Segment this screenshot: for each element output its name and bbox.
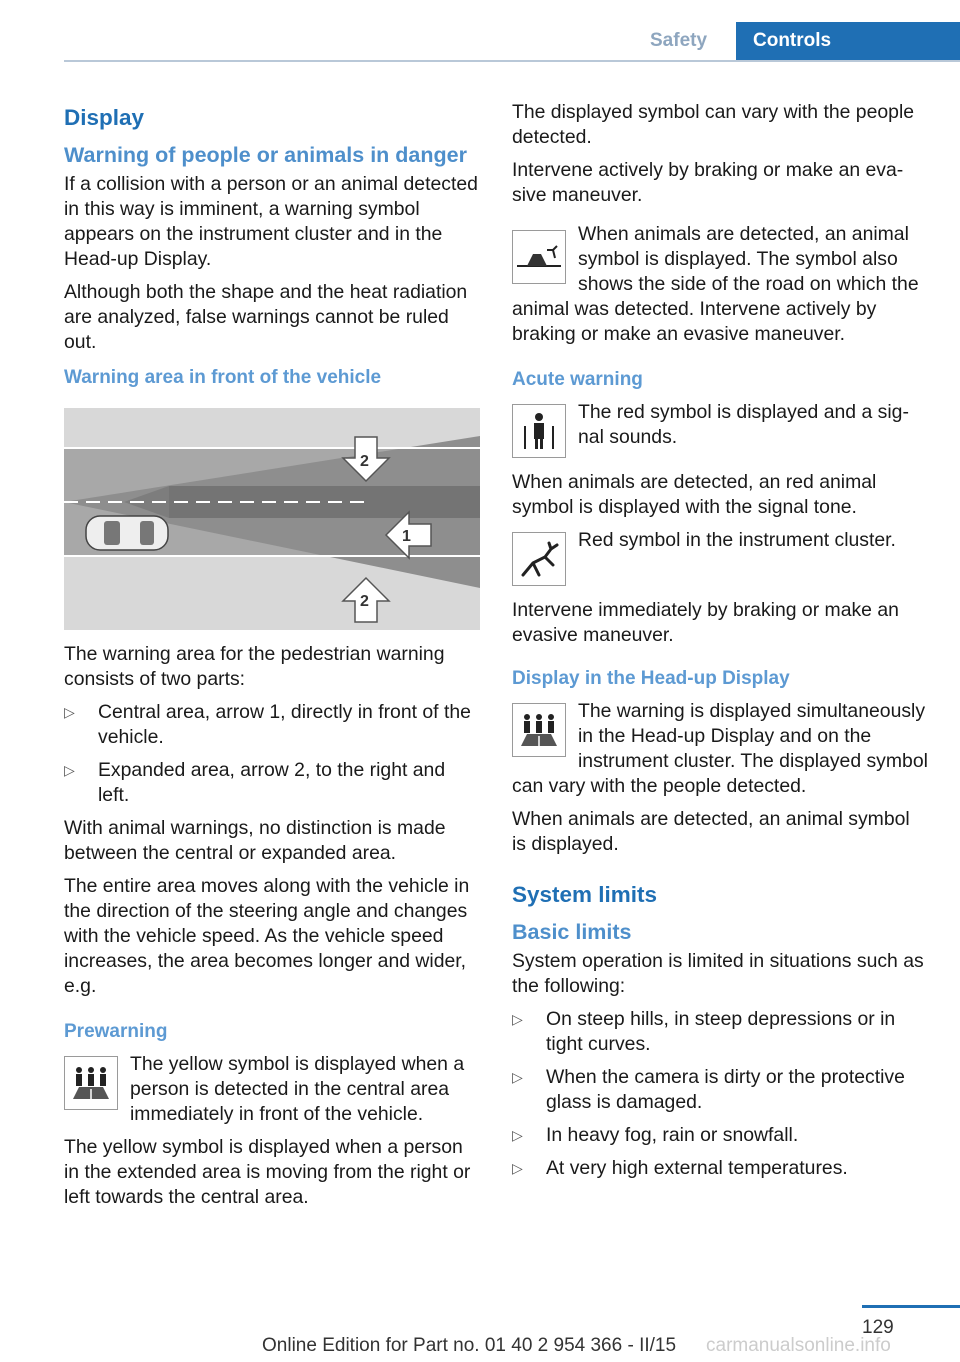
right-column: [512, 100, 928, 1189]
list-item: ▷ Expanded area, arrow 2, to the right and left.: [64, 759, 446, 806]
paragraph: The yellow symbol is displayed when a person is detected in the central area immediately in front of the vehicle.: [130, 1053, 465, 1125]
paragraph: If a collision with a person or an animal detected in this way is imminent, a warning symbol appears on the instrument cluster and in the Head-up Display.: [64, 173, 478, 270]
left-column: [64, 100, 480, 1218]
header-chapter-tab: Controls: [736, 22, 960, 62]
paragraph: The red symbol is displayed and a signal sounds.: [578, 401, 909, 448]
paragraph: When animals are detected, an red animal symbol is displayed with the signal tone.: [512, 471, 877, 518]
subsection-title-warning: Warning of people or animals in danger: [64, 143, 467, 167]
bullet-icon: ▷: [512, 1011, 523, 1027]
header-rule: [64, 60, 960, 62]
arrow-1-label: 1: [402, 528, 411, 545]
heading-warning-area: Warning area in front of the vehicle: [64, 367, 382, 388]
bullet-icon: ▷: [512, 1160, 523, 1176]
arrow-2-top-label: 2: [360, 453, 369, 470]
paragraph: System operation is limited in situations such as the following:: [512, 950, 924, 997]
prewarning-symbol-row: [64, 1052, 480, 1127]
heading-hud-display: Display in the Head-up Display: [512, 668, 790, 689]
list-item: ▷ Central area, arrow 1, directly in front of the vehicle.: [64, 701, 471, 748]
paragraph: The displayed symbol can vary with the people detected.: [512, 101, 915, 148]
warning-area-figure: [64, 408, 480, 630]
car-icon: [86, 516, 168, 550]
footer-edition: Online Edition for Part no. 01 40 2 954 366 - II/15: [262, 1335, 677, 1356]
arrow-2-bottom-label: 2: [360, 593, 369, 610]
paragraph: Although both the shape and the heat radiation are analyzed, false warnings cannot be ruled out.: [64, 281, 468, 353]
paragraph: Intervene immediately by braking or make an evasive maneuver.: [512, 599, 899, 646]
list-item: ▷ At very high external temperatures.: [512, 1157, 848, 1179]
watermark: carmanualsonline.info: [706, 1335, 891, 1356]
acute-symbol-row: [512, 400, 928, 462]
deer-icon: [512, 532, 566, 586]
heading-prewarning: Prewarning: [64, 1021, 168, 1042]
section-title-display: Display: [64, 105, 145, 130]
heading-acute-warning: Acute warning: [512, 369, 643, 390]
paragraph: When animals are detected, an animal symbol is displayed. The symbol also shows the side of the road on which the animal was detected. Intervene actively by braking or make an evasive maneuver.: [512, 223, 919, 345]
bullet-icon: ▷: [64, 762, 75, 778]
hud-symbol-row: [512, 699, 928, 799]
section-title-system-limits: System limits: [512, 882, 658, 907]
warning-area-diagram: [64, 408, 480, 630]
people-warning-icon: [64, 1056, 118, 1110]
animal-symbol-row: [512, 222, 928, 347]
people-warning-icon: [512, 703, 566, 757]
paragraph: The entire area moves along with the vehicle in the direction of the steering angle and changes with the vehicle speed. As the vehicle speed increases, the area becomes longer and wider, e.g.: [64, 875, 470, 997]
paragraph: The warning area for the pedestrian warning consists of two parts:: [64, 643, 445, 690]
footer-rule: [862, 1305, 960, 1308]
list-item: ▷ On steep hills, in steep depressions or in tight curves.: [512, 1008, 896, 1055]
limits-list: [512, 1007, 928, 1181]
paragraph: The warning is displayed simultaneously in the Head-up Display and on the instrument cluster. The displayed symbol can vary with the people detected.: [512, 700, 928, 797]
person-warning-icon: [512, 404, 566, 458]
bullet-icon: ▷: [64, 704, 75, 720]
red-animal-symbol-row: [512, 528, 928, 590]
list-item: ▷ In heavy fog, rain or snowfall.: [512, 1124, 799, 1146]
animal-road-icon: [512, 230, 566, 284]
paragraph: The yellow symbol is displayed when a person in the extended area is moving from the right or left towards the central area.: [64, 1136, 471, 1208]
paragraph: With animal warnings, no distinction is made between the central or expanded area.: [64, 817, 446, 864]
paragraph: Intervene actively by braking or make an evasive maneuver.: [512, 159, 904, 206]
paragraph: Red symbol in the instrument cluster.: [578, 529, 896, 551]
paragraph: When animals are detected, an animal symbol is displayed.: [512, 808, 910, 855]
warning-area-list: [64, 700, 480, 808]
subsection-title-basic-limits: Basic limits: [512, 920, 632, 944]
page-number: 129: [862, 1317, 894, 1338]
bullet-icon: ▷: [512, 1127, 523, 1143]
header-section-label: Safety: [650, 30, 708, 51]
list-item: ▷ When the camera is dirty or the protective glass is damaged.: [512, 1066, 905, 1113]
bullet-icon: ▷: [512, 1069, 523, 1085]
